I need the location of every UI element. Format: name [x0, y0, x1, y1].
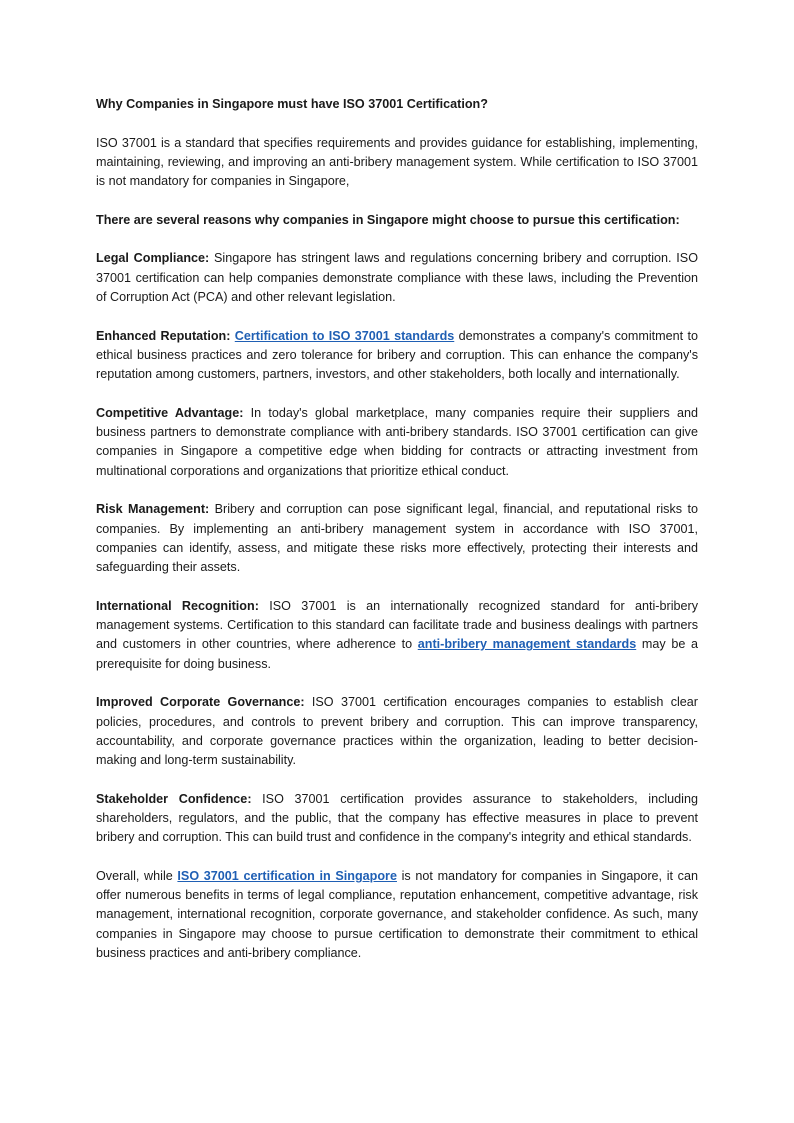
intro-paragraph: ISO 37001 is a standard that specifies requirements and provides guidance for establishing, implementing, maintaining, reviewing, and improving an anti-bribery management system. While certification to ISO 37001 is not mandatory for companies in Singapore,: [96, 135, 698, 189]
text-conclusion-before: Overall, while: [96, 868, 178, 883]
link-iso-certification-singapore[interactable]: ISO 37001 certification in Singapore: [177, 868, 397, 883]
paragraph-stakeholder-confidence: [96, 790, 698, 848]
text-competitive-advantage: In today's global marketplace, many companies require their suppliers and business partners to demonstrate compliance with anti-bribery standards. ISO 37001 certification can give companies in Singapore a competitive edge when bidding for contracts or attracting investment from multinational corporations and organizations that prioritize ethical conduct.: [96, 405, 698, 478]
paragraph-risk-management: [96, 500, 698, 577]
link-anti-bribery-standards[interactable]: anti-bribery management standards: [417, 637, 637, 652]
text-international-after: may be a prerequisite for doing business.: [96, 637, 698, 671]
term-stakeholder-confidence: Stakeholder Confidence:: [96, 791, 252, 806]
term-risk-management: Risk Management:: [96, 502, 210, 517]
document-page: [96, 95, 698, 983]
term-legal-compliance: Legal Compliance:: [96, 251, 210, 266]
term-international-recognition: International Recognition:: [96, 598, 259, 613]
term-competitive-advantage: Competitive Advantage:: [96, 405, 244, 420]
term-corporate-governance: Improved Corporate Governance:: [96, 695, 305, 710]
paragraph-international-recognition: [96, 597, 698, 674]
document-title: Why Companies in Singapore must have ISO 37001 Certification?: [96, 97, 488, 111]
reasons-heading: There are several reasons why companies in Singapore might choose to pursue this certification:: [96, 212, 680, 227]
paragraph-legal-compliance: [96, 249, 698, 307]
paragraph-corporate-governance: [96, 693, 698, 770]
text-enhanced-reputation: demonstrates a company's commitment to ethical business practices and zero tolerance for bribery and corruption. This can enhance the company's reputation among customers, partners, investors, and other stakeholders, both locally and internationally.: [96, 328, 698, 382]
text-corporate-governance: ISO 37001 certification encourages companies to establish clear policies, procedures, and controls to prevent bribery and corruption. This can improve transparency, accountability, and corporate governance practices within the organization, leading to better decision-making and long-term sustainability.: [96, 695, 698, 768]
text-international-before: ISO 37001 is an internationally recognized standard for anti-bribery management systems. Certification to this standard can facilitate trade and business dealings with partners and customers in other countries, where adherence to: [96, 598, 698, 652]
term-enhanced-reputation: Enhanced Reputation:: [96, 328, 231, 343]
link-certification-standards[interactable]: Certification to ISO 37001 standards: [234, 328, 455, 343]
text-risk-management: Bribery and corruption can pose significant legal, financial, and reputational risks to companies. By implementing an anti-bribery management system in accordance with ISO 37001, companies can identify, assess, and mitigate these risks more effectively, protecting their interests and safeguarding their assets.: [96, 502, 698, 575]
text-legal-compliance: Singapore has stringent laws and regulations concerning bribery and corruption. ISO 37001 certification can help companies demonstrate compliance with these laws, including the Prevention of Corruption Act (PCA) and other relevant legislation.: [96, 251, 698, 304]
paragraph-enhanced-reputation: [96, 327, 698, 385]
text-stakeholder-confidence: ISO 37001 certification provides assurance to stakeholders, including shareholders, regulators, and the public, that the company has effective measures in place to prevent bribery and corruption. This can build trust and confidence in the company's integrity and ethical standards.: [96, 791, 698, 845]
paragraph-conclusion: [96, 867, 698, 963]
paragraph-competitive-advantage: [96, 404, 698, 481]
text-conclusion-after: is not mandatory for companies in Singapore, it can offer numerous benefits in terms of legal compliance, reputation enhancement, competitive advantage, risk management, international recognition, corporate governance, and stakeholder confidence. As such, many companies in Singapore may choose to pursue certification to demonstrate their commitment to ethical business practices and anti-bribery compliance.: [96, 868, 698, 961]
